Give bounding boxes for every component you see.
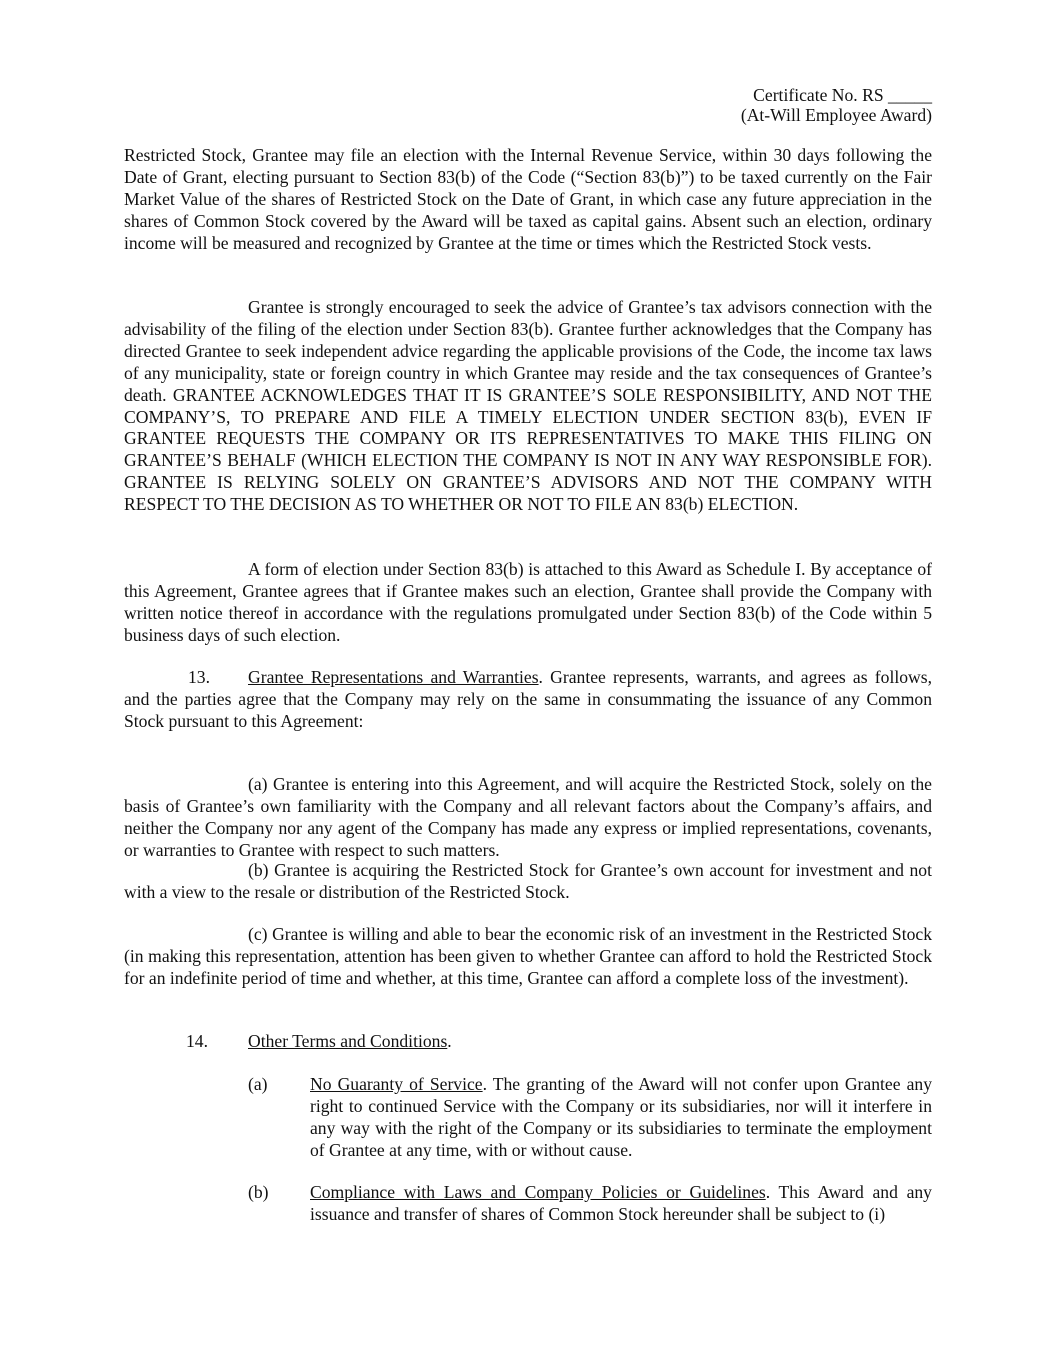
page-header — [741, 85, 932, 125]
section-14-b-body — [310, 1182, 932, 1226]
section-14-b-text: . This Award and any issuance and transfer of shares of Common Stock hereunder shall be subject to (i) — [310, 1182, 932, 1224]
award-type: (At-Will Employee Award) — [740, 105, 932, 125]
section-13-a: (a) Grantee is entering into this Agreement, and will acquire the Restricted Stock, solely on the basis of Grantee’s own familiarity with the Company and all relevant factors about the Company’s affairs, and neither the Company nor any agent of the Company has made any express or implied representations, covenants, or warranties to Grantee with respect to such matters. — [124, 774, 932, 860]
section-14-b-heading: Compliance with Laws and Company Policies or Guidelines — [310, 1182, 766, 1202]
paragraph-tax-advice: Grantee is strongly encouraged to seek the advice of Grantee’s tax advisors connection with the advisability of the filing of the election under Section 83(b). Grantee further acknowledges that the Company has directed Grantee to seek independent advice regarding the applicable provisions of the Code, the income tax laws of any municipality, state or foreign country in which Grantee may reside and the tax consequences of Grantee’s death. GRANTEE ACKNOWLEDGES THAT IT IS GRANTEE’S SOLE RESPONSIBILITY, AND NOT THE COMPANY’S, TO PREPARE AND FILE A TIMELY ELECTION UNDER SECTION 83(b), EVEN IF GRANTEE REQUESTS THE COMPANY OR ITS REPRESENTATIVES TO MAKE THIS FILING ON GRANTEE’S BEHALF (WHICH ELECTION THE COMPANY IS NOT IN ANY WAY RESPONSIBLE FOR). GRANTEE IS RELYING SOLELY ON GRANTEE’S ADVISORS AND NOT THE COMPANY WITH RESPECT TO THE DECISION AS TO WHETHER OR NOT TO FILE AN 83(b) ELECTION. — [124, 297, 932, 515]
section-13-c: (c) Grantee is willing and able to bear the economic risk of an investment in the Restricted Stock (in making this representation, attention has been given to whether Grantee can afford to hold the Restricted Stock for an indefinite period of time and whether, at this time, Grantee can afford a complete loss of the investment). — [124, 924, 932, 988]
section-14-a-heading: No Guaranty of Service — [310, 1074, 483, 1094]
section-14-a-body — [310, 1074, 932, 1162]
section-13 — [124, 667, 932, 733]
certificate-number: Certificate No. RS _____ — [753, 85, 932, 105]
section-13-number: 13. — [188, 667, 210, 687]
section-14-a-label: (a) — [248, 1074, 268, 1094]
section-13-heading: Grantee Representations and Warranties — [248, 667, 539, 687]
paragraph-election-continuation: Restricted Stock, Grantee may file an election with the Internal Revenue Service, within 30 days following the Date of Grant, electing pursuant to Section 83(b) of the Code (“Section 83(b)”) to be taxed currently on the Fair Market Value of the shares of Restricted Stock on the Date of Grant, in which case any future appreciation in the shares of Common Stock covered by the Award will be taxed as capital gains. Absent such an election, ordinary income will be measured and recognized by Grantee at the time or times which the Restricted Stock vests. — [124, 145, 932, 253]
section-14-heading: Other Terms and Conditions — [248, 1031, 448, 1051]
section-14 — [186, 1031, 452, 1053]
paragraph-election-form: A form of election under Section 83(b) is attached to this Award as Schedule I. By acceptance of this Agreement, Grantee agrees that if Grantee makes such an election, Grantee shall provide the Company with written notice thereof in accordance with the regulations promulgated under Section 83(b) of the Code within 5 business days of such election. — [124, 559, 932, 645]
section-14-period: . — [447, 1031, 452, 1051]
section-13-b: (b) Grantee is acquiring the Restricted Stock for Grantee’s own account for investment and not with a view to the resale or distribution of the Restricted Stock. — [124, 860, 932, 902]
section-14-number: 14. — [186, 1031, 208, 1051]
section-14-b-label: (b) — [248, 1182, 269, 1202]
section-13-text: . Grantee represents, warrants, and agrees as follows, and the parties agree that the Company may rely on the same in consummating the issuance of any Common Stock pursuant to this Agreement: — [124, 667, 932, 731]
section-14-a-text: . The granting of the Award will not confer upon Grantee any right to continued Service with the Company or its subsidiaries, nor will it interfere in any way with the right of the Company or its subsidiaries to terminate the employment of Grantee at any time, with or without cause. — [310, 1074, 932, 1160]
